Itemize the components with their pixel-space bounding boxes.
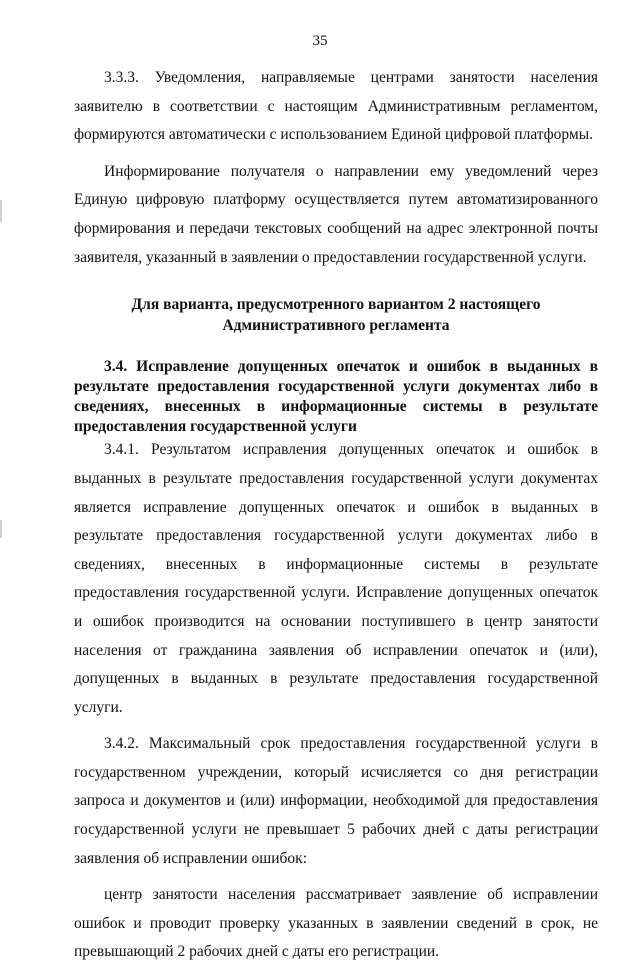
paragraph-3-3-3: 3.3.3. Уведомления, направляемые центрами занятости населения заявителю в соответствии с настоящим Административным регламентом, формируются автоматически с использованием Единой цифровой платформы. bbox=[74, 69, 598, 144]
paragraph-3-4-2: 3.4.2. Максимальный срок предоставления государственной услуги в государственном учреждении, который исчисляется со дня регистрации запроса и документов и (или) информации, необходимой для предоставления государственной услуги не превышает 5 рабочих дней с даты регистрации заявления об исправлении ошибок: bbox=[74, 735, 598, 867]
paragraph-gap bbox=[74, 873, 598, 881]
paragraph-3-4-1: 3.4.1. Результатом исправления допущенных опечаток и ошибок в выданных в результате предоставления государственной услуги документах является исправление допущенных опечаток и ошибок в выданных в результате предоставления государственной услуги документах либо в сведениях, внесенных в информационные системы в результате предоставления государственной услуги. Исправление допущенных опечаток и ошибок производится на основании поступившего в центр занятости населения от гражданина заявления об исправлении опечаток и (или), допущенных в выданных в результате предоставления государственной услуги. bbox=[74, 441, 598, 716]
paragraph-informing: Информирование получателя о направлении ему уведомлений через Единую цифровую платформу осуществляется путем автоматизированного формирования и передачи текстовых сообщений на адрес электронной почты заявителя, указанный в заявлении о предоставлении государственной услуги. bbox=[74, 162, 598, 266]
paragraph-gap bbox=[74, 150, 598, 158]
section-3-4-title: 3.4. Исправление допущенных опечаток и ошибок в выданных в результате предоставления государственной услуги документах либо в сведениях, внесенных в информационные системы в результате предоставления государственной услуги bbox=[74, 358, 598, 435]
paragraph-employment-center: центр занятости населения рассматривает заявление об исправлении ошибок и проводит проверку указанных в заявлении сведений в срок, не превышающий 2 рабочих дней с даты его регистрации. bbox=[74, 886, 598, 961]
variant-heading-line-2: Административного регламента bbox=[222, 317, 450, 335]
scan-edge-mark bbox=[0, 200, 2, 222]
page-body bbox=[74, 64, 598, 967]
paragraph-gap bbox=[74, 722, 598, 730]
page-number: 35 bbox=[312, 33, 328, 49]
variant-heading bbox=[74, 272, 598, 357]
variant-heading-line-1: Для варианта, предусмотренного вариантом 2 настоящего bbox=[131, 296, 541, 314]
scan-edge-mark bbox=[0, 520, 2, 538]
